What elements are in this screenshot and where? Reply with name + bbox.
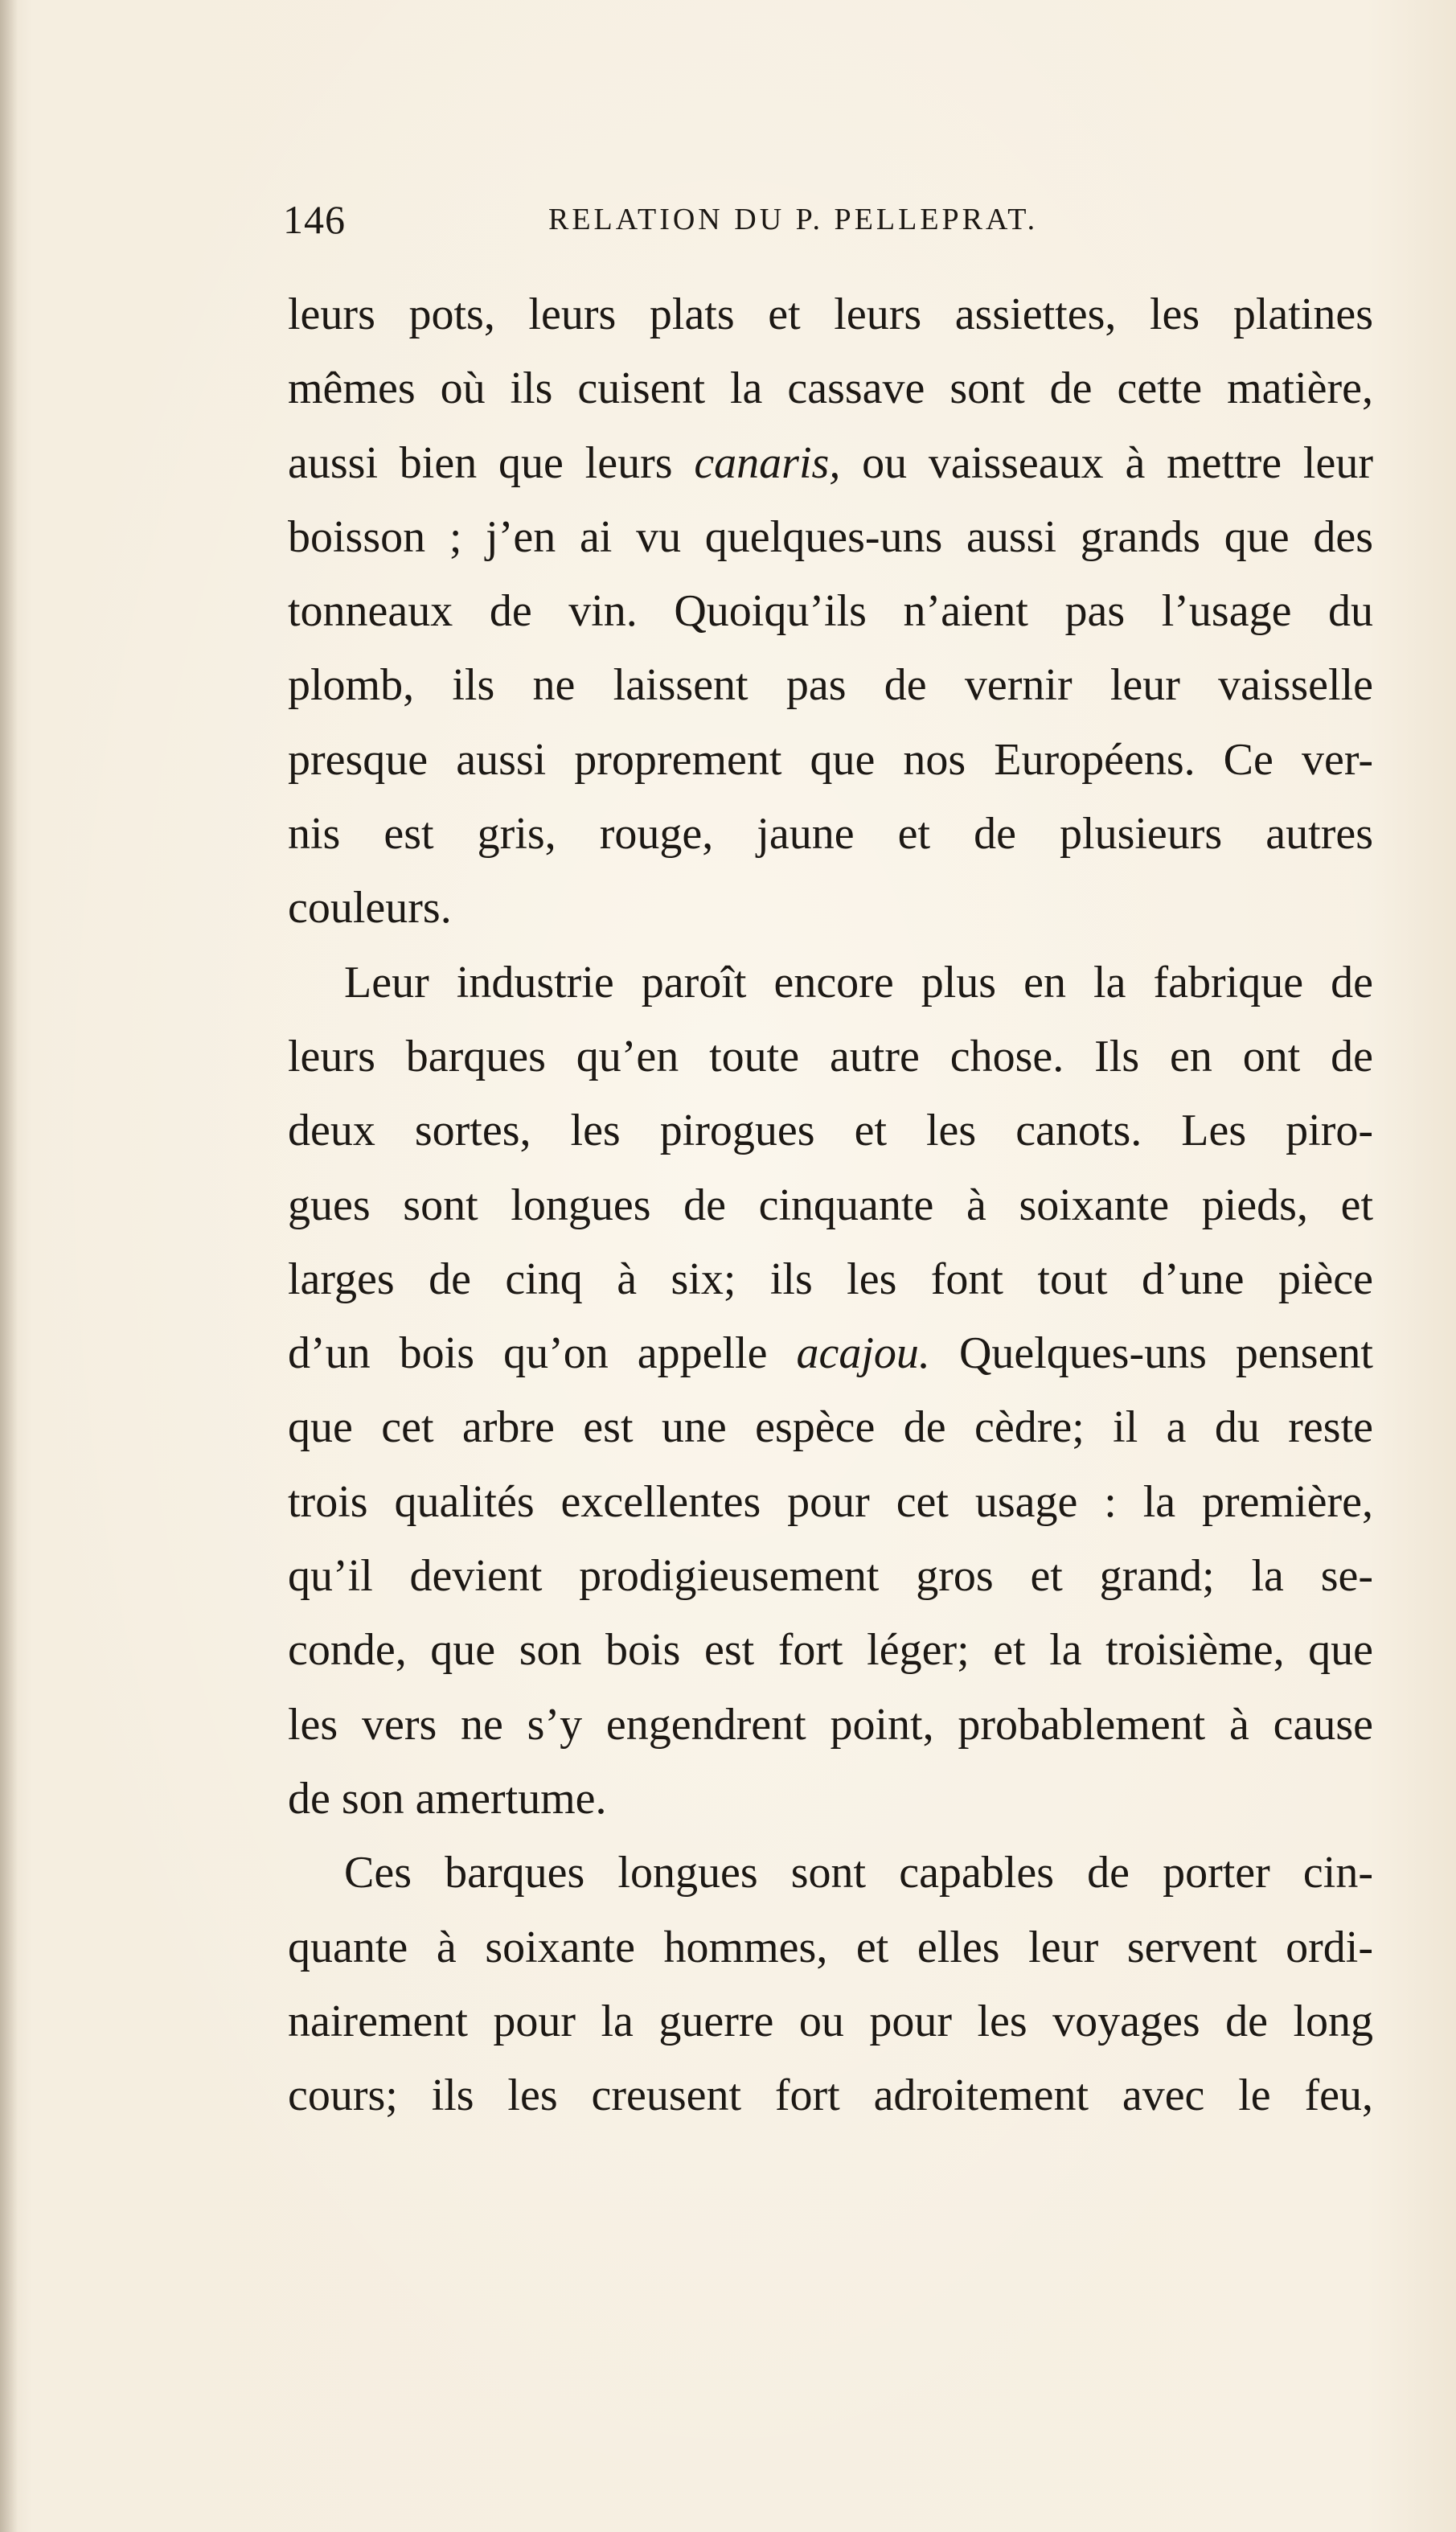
text-line: plomb, ils ne laissent pas de vernir leur vaisselle (288, 660, 1373, 711)
text-line: tonneaux de vin. Quoiqu’ils n’aient pas l’usage du (288, 586, 1373, 637)
spine-shadow (0, 0, 18, 2532)
text-line: presque aussi proprement que nos Européens. Ce ver- (288, 734, 1373, 785)
text-line: trois qualités excellentes pour cet usage : la première, (288, 1476, 1373, 1527)
text-line: conde, que son bois est fort léger; et la troisième, que (288, 1625, 1373, 1676)
text-line: leurs pots, leurs plats et leurs assiettes, les platines (288, 289, 1373, 339)
italic-term-acajou: acajou. (796, 1328, 930, 1379)
page-number: 146 (283, 197, 346, 242)
text-line: d’un bois qu’on appelle acajou. Quelques-uns pensent (288, 1328, 1373, 1379)
text-line: larges de cinq à six; ils les font tout d’une pièce (288, 1254, 1373, 1304)
text-line: qu’il devient prodigieusement gros et grand; la se- (288, 1551, 1373, 1602)
paragraph-start-line: Leur industrie paroît encore plus en la fabrique de (344, 957, 1373, 1007)
text-line: nairement pour la guerre ou pour les voyages de long (288, 1996, 1373, 2046)
text-line: leurs barques qu’en toute autre chose. Ils en ont de (288, 1031, 1373, 1081)
body-text (288, 277, 1373, 2132)
text-line: nis est gris, rouge, jaune et de plusieurs autres (288, 809, 1373, 860)
text-line: quante à soixante hommes, et elles leur servent ordi- (288, 1922, 1373, 1972)
text-line: de son amertume. (288, 1773, 607, 1824)
text-line: deux sortes, les pirogues et les canots. Les piro- (288, 1106, 1373, 1156)
italic-term-canaris: canaris, (694, 437, 841, 488)
page-header (283, 191, 1368, 248)
running-title: RELATION DU P. PELLEPRAT. (548, 203, 1039, 236)
paragraph-start-line: Ces barques longues sont capables de porter cin- (344, 1848, 1373, 1898)
text-line: cours; ils les creusent fort adroitement avec le feu, (288, 2070, 1373, 2121)
text-line: que cet arbre est une espèce de cèdre; il a du reste (288, 1402, 1373, 1453)
text-line: gues sont longues de cinquante à soixante pieds, et (288, 1180, 1373, 1230)
text-line: couleurs. (288, 883, 452, 934)
text-line: boisson ; j’en ai vu quelques-uns aussi grands que des (288, 511, 1373, 562)
text-line: mêmes où ils cuisent la cassave sont de cette matière, (288, 363, 1373, 414)
text-line: aussi bien que leurs canaris, ou vaisseaux à mettre leur (288, 437, 1373, 488)
text-line: les vers ne s’y engendrent point, probablement à cause (288, 1699, 1373, 1750)
